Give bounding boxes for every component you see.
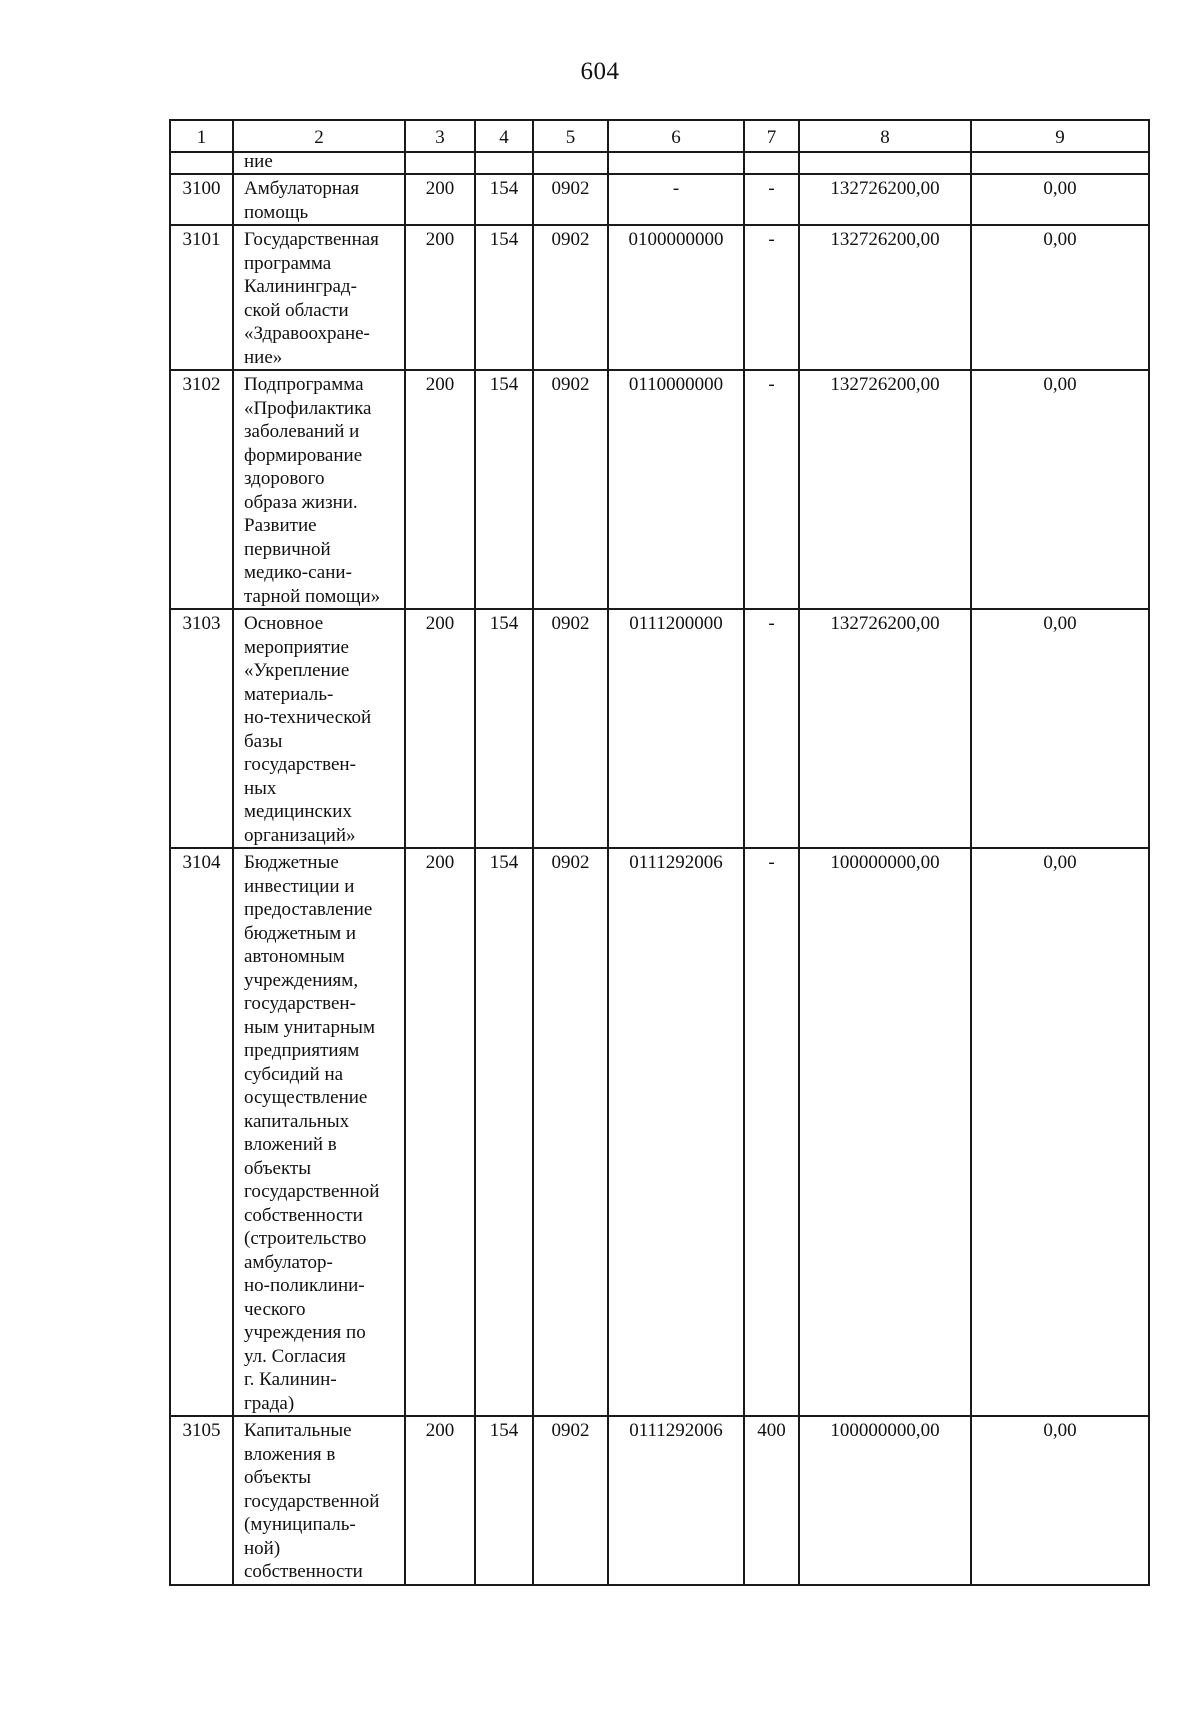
row-name: Подпрограмма «Профилактика заболеваний и формирование здорового образа жизни. Развитие первичной медико-сани- тарной помощи» — [233, 370, 405, 609]
row-name: Амбулаторная помощь — [233, 174, 405, 225]
column-header: 7 — [744, 120, 799, 152]
row-number: 3104 — [170, 848, 233, 1416]
amount-value: 100000000,00 — [799, 1416, 971, 1585]
expense-type: - — [744, 225, 799, 370]
column-header: 6 — [608, 120, 744, 152]
column-header: 8 — [799, 120, 971, 152]
expense-type: - — [744, 174, 799, 225]
col3-value: 200 — [405, 1416, 475, 1585]
table-body — [170, 120, 1149, 1585]
target-code: 0111292006 — [608, 1416, 744, 1585]
col5-value: 0902 — [533, 848, 608, 1416]
table-row — [170, 848, 1149, 1416]
target-code: 0111292006 — [608, 848, 744, 1416]
budget-table — [169, 119, 1150, 1586]
balance-value: 0,00 — [971, 609, 1149, 848]
col3-value: 200 — [405, 174, 475, 225]
empty-cell — [799, 152, 971, 174]
row-name: Основное мероприятие «Укрепление материаль- но-технической базы государствен- ных медицинских организаций» — [233, 609, 405, 848]
table-row — [170, 370, 1149, 609]
row-number: 3102 — [170, 370, 233, 609]
row-name: Государственная программа Калининград- ской области «Здравоохране- ние» — [233, 225, 405, 370]
column-header: 9 — [971, 120, 1149, 152]
col3-value: 200 — [405, 225, 475, 370]
header-row — [170, 120, 1149, 152]
col5-value: 0902 — [533, 370, 608, 609]
page-number: 604 — [580, 58, 620, 85]
column-header: 4 — [475, 120, 533, 152]
col4-value: 154 — [475, 609, 533, 848]
amount-value: 132726200,00 — [799, 609, 971, 848]
col4-value: 154 — [475, 174, 533, 225]
amount-value: 132726200,00 — [799, 174, 971, 225]
expense-type: 400 — [744, 1416, 799, 1585]
balance-value: 0,00 — [971, 1416, 1149, 1585]
table-row — [170, 225, 1149, 370]
col3-value: 200 — [405, 848, 475, 1416]
table-row — [170, 174, 1149, 225]
expense-type: - — [744, 848, 799, 1416]
continuation-row — [170, 152, 1149, 174]
col4-value: 154 — [475, 370, 533, 609]
expense-type: - — [744, 609, 799, 848]
table-row — [170, 1416, 1149, 1585]
col3-value: 200 — [405, 609, 475, 848]
col4-value: 154 — [475, 225, 533, 370]
row-name: Капитальные вложения в объекты государственной (муниципаль- ной) собственности — [233, 1416, 405, 1585]
col5-value: 0902 — [533, 174, 608, 225]
column-header: 5 — [533, 120, 608, 152]
target-code: - — [608, 174, 744, 225]
col5-value: 0902 — [533, 225, 608, 370]
empty-cell — [744, 152, 799, 174]
amount-value: 132726200,00 — [799, 370, 971, 609]
balance-value: 0,00 — [971, 848, 1149, 1416]
amount-value: 132726200,00 — [799, 225, 971, 370]
col5-value: 0902 — [533, 1416, 608, 1585]
expense-type: - — [744, 370, 799, 609]
target-code: 0100000000 — [608, 225, 744, 370]
empty-cell — [533, 152, 608, 174]
target-code: 0111200000 — [608, 609, 744, 848]
col5-value: 0902 — [533, 609, 608, 848]
row-number: 3105 — [170, 1416, 233, 1585]
amount-value: 100000000,00 — [799, 848, 971, 1416]
col4-value: 154 — [475, 848, 533, 1416]
col4-value: 154 — [475, 1416, 533, 1585]
continuation-text: ние — [233, 152, 405, 174]
column-header: 2 — [233, 120, 405, 152]
row-number: 3100 — [170, 174, 233, 225]
table-row — [170, 609, 1149, 848]
empty-cell — [608, 152, 744, 174]
empty-cell — [475, 152, 533, 174]
balance-value: 0,00 — [971, 370, 1149, 609]
target-code: 0110000000 — [608, 370, 744, 609]
column-header: 3 — [405, 120, 475, 152]
row-number: 3103 — [170, 609, 233, 848]
row-name: Бюджетные инвестиции и предоставление бюджетным и автономным учреждениям, государствен- ным унитарным предприятиям субсидий на осуществление капитальных вложений в объекты государственной собственности (строительство амбулатор- но-поликлини- ческого учреждения по ул. Согласия г. Калинин- града) — [233, 848, 405, 1416]
balance-value: 0,00 — [971, 225, 1149, 370]
empty-cell — [971, 152, 1149, 174]
row-number: 3101 — [170, 225, 233, 370]
balance-value: 0,00 — [971, 174, 1149, 225]
column-header: 1 — [170, 120, 233, 152]
col3-value: 200 — [405, 370, 475, 609]
empty-cell — [405, 152, 475, 174]
continuation-num-cell — [170, 152, 233, 174]
